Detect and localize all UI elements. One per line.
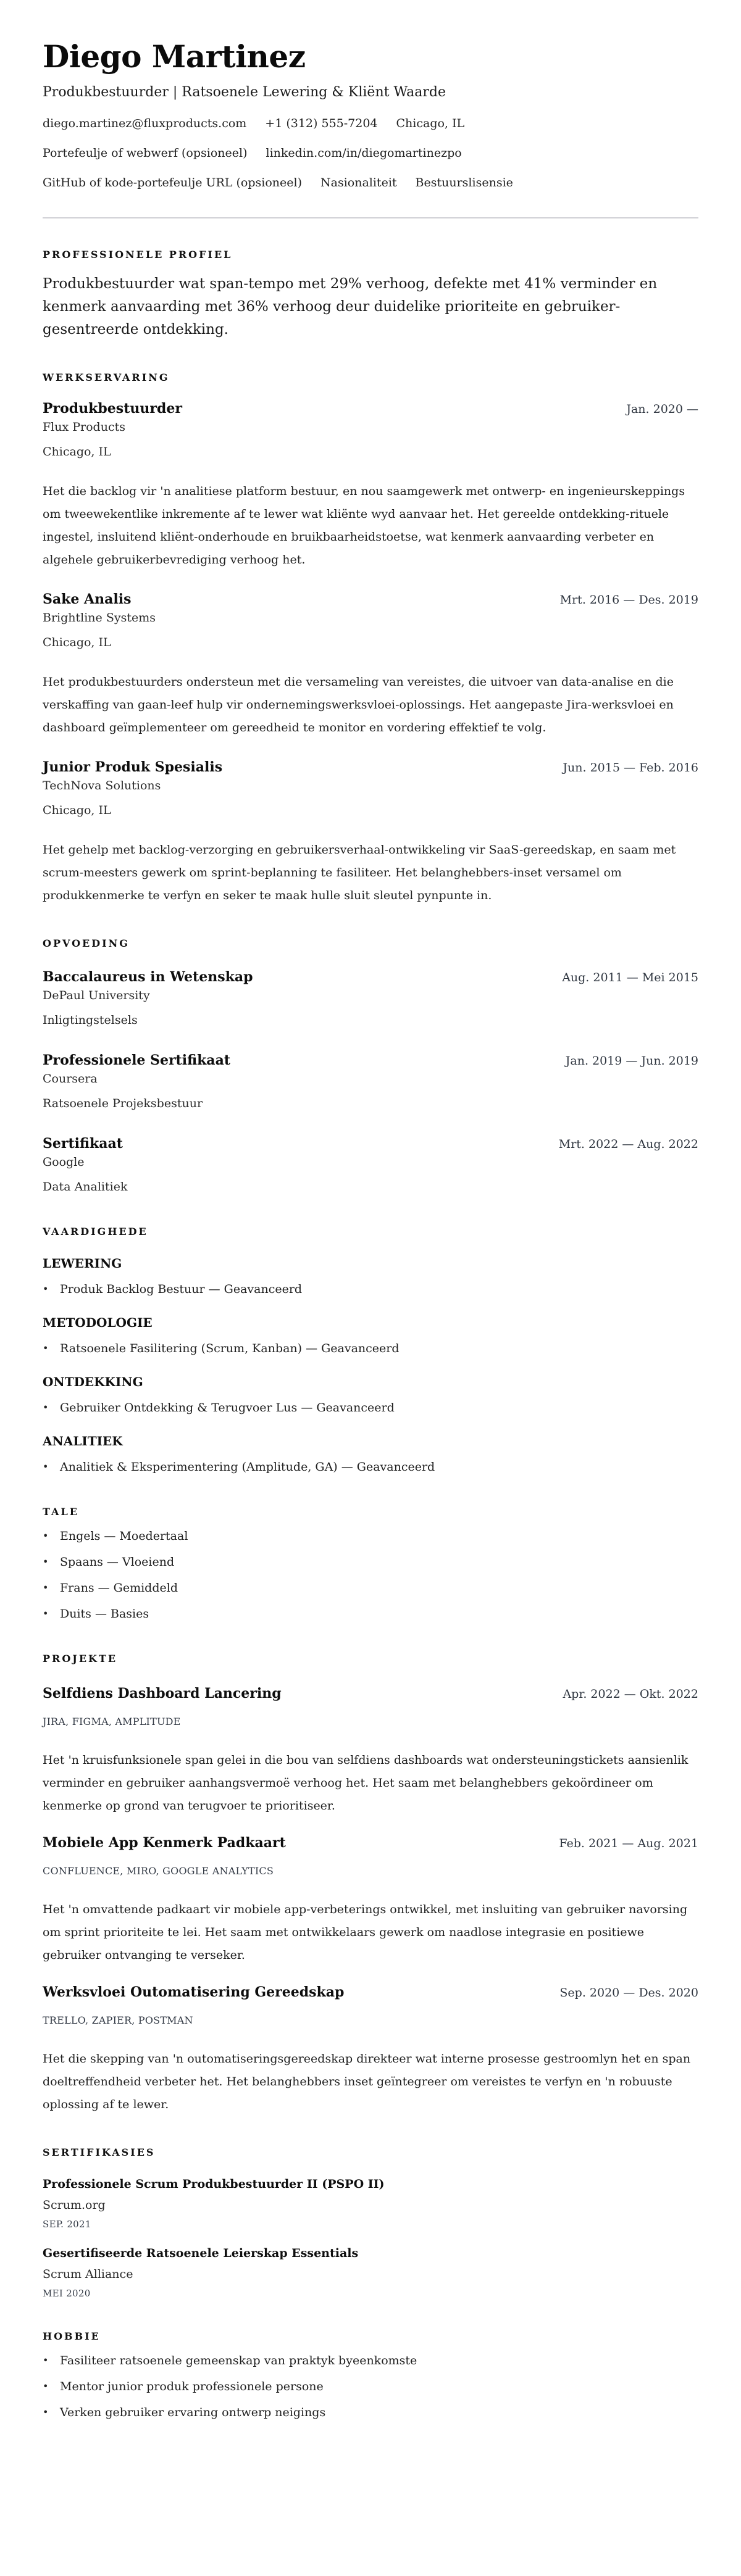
experience-entry [43,758,698,907]
certification-issuer: Scrum.org [43,2198,106,2212]
experience-entry [43,590,698,739]
section-title: WERKSERVARING [43,372,170,383]
certification-name: Gesertifiseerde Ratsoenele Leierskap Essentials [43,2246,359,2260]
entry-header [43,399,698,418]
skill-group-title: LEWERING [43,1256,122,1271]
job-title: Junior Produk Spesialis [43,759,223,775]
skill-group-title: ONTDEKKING [43,1374,143,1389]
skill-group [43,1432,698,1476]
field-of-study: Data Analitiek [43,1180,128,1194]
project-dates: Apr. 2022 — Okt. 2022 [563,1687,698,1701]
certification-entry [43,2245,698,2300]
project-name: Selfdiens Dashboard Lancering [43,1685,282,1701]
skills-section [43,1225,698,1476]
skill-group-title: METODOLOGIE [43,1315,153,1330]
job-company: TechNova Solutions [43,779,161,792]
section-title: SERTIFIKASIES [43,2146,156,2158]
education-entry [43,1051,698,1112]
entry-header [43,1834,698,1853]
project-dates: Feb. 2021 — Aug. 2021 [559,1837,698,1850]
certifications-section [43,2146,698,2300]
section-title: PROJEKTE [43,1653,118,1664]
degree-title: Professionele Sertifikaat [43,1052,230,1068]
language-item: • Frans — Gemiddeld [43,1579,698,1597]
project-entry [43,1983,698,2116]
entry-header [43,758,698,777]
project-description: Het die skepping van 'n outomatiseringsgereedskap direkteer wat interne prosesse gestroomlyn het en span doeltreffendheid verbeter het. Het belanghebbers inset geïntegreer om vereistes te verfyn en 'n robuuste oplossing af te lewer. [43,2052,691,2111]
hobby-item: • Verken gebruiker ervaring ontwerp neigings [43,2404,698,2421]
job-company: Brightline Systems [43,611,156,625]
education-dates: Mrt. 2022 — Aug. 2022 [558,1137,698,1151]
certification-name: Professionele Scrum Produkbestuurder II (PSPO II) [43,2177,385,2191]
project-tech-stack: TRELLO, ZAPIER, POSTMAN [43,2014,193,2026]
language-item: • Engels — Moedertaal [43,1527,698,1545]
job-company: Flux Products [43,420,125,434]
project-name: Werksvloei Outomatisering Gereedskap [43,1984,345,2000]
job-location: Chicago, IL [43,445,111,459]
contact-row [43,115,698,132]
project-dates: Sep. 2020 — Des. 2020 [559,1986,698,2000]
project-description: Het 'n omvattende padkaart vir mobiele app-verbeterings ontwikkel, met insluiting van gebruiker navorsing om sprint prioriteite te lei. Het saam met ontwikkelaars gewerk om naadlose integrasie en positiewe gebruiker ontvanging te verseker. [43,1903,688,1962]
job-location: Chicago, IL [43,804,111,817]
profile-summary: Produkbestuurder wat span-tempo met 29% verhoog, defekte met 41% verminder en kenmerk aanvaarding met 36% verhoog deur duidelike prioriteite en gebruiker-gesentreerde ontdekking. [43,276,658,338]
skill-list [43,1458,698,1476]
job-title: Produkbestuurder [43,401,182,417]
section-title: VAARDIGHEDE [43,1226,148,1237]
entry-header [43,968,698,987]
contact-phone[interactable]: +1 (312) 555-7204 [265,117,378,130]
projects-section [43,1652,698,2116]
job-dates: Jan. 2020 — [626,402,698,416]
certification-date: MEI 2020 [43,2288,91,2299]
skill-list [43,1281,698,1298]
skill-item: • Produk Backlog Bestuur — Geavanceerd [43,1281,698,1298]
skill-group-title: ANALITIEK [43,1434,123,1448]
candidate-headline: Produkbestuurder | Ratsoenele Lewering & Kliënt Waarde [43,85,446,100]
entry-header [43,1983,698,2002]
project-entry [43,1684,698,1818]
field-of-study: Inligtingstelsels [43,1013,138,1027]
section-title: PROFESSIONELE PROFIEL [43,249,233,260]
institution: DePaul University [43,989,150,1002]
experience-section [43,371,698,907]
contact-row [43,174,698,191]
language-item: • Spaans — Vloeiend [43,1553,698,1571]
project-description: Het 'n kruisfunksionele span gelei in die bou van selfdiens dashboards wat ondersteuningstickets aansienlik verminder en gebruiker aanhangsvermoë verhoog het. Het saam met belanghebbers gekoördineer om kenmerke op grond van terugvoer te prioritiseer. [43,1753,689,1813]
experience-entry [43,399,698,571]
profile-section [43,248,698,341]
entry-header [43,1684,698,1703]
language-item: • Duits — Basies [43,1605,698,1622]
skill-item: • Analitiek & Eksperimentering (Amplitude, GA) — Geavanceerd [43,1458,698,1476]
skill-item: • Ratsoenele Fasilitering (Scrum, Kanban) — Geavanceerd [43,1340,698,1357]
education-dates: Jan. 2019 — Jun. 2019 [565,1054,698,1068]
institution: Google [43,1155,85,1169]
contact-portfolio[interactable]: Portefeulje of webwerf (opsioneel) [43,146,248,160]
skill-group [43,1373,698,1416]
field-of-study: Ratsoenele Projeksbestuur [43,1097,203,1110]
contact-github[interactable]: GitHub of kode-portefeulje URL (opsioneel) [43,176,302,189]
entry-header [43,590,698,609]
education-entry [43,1134,698,1195]
job-title: Sake Analis [43,591,132,607]
skill-list [43,1399,698,1416]
job-dates: Mrt. 2016 — Des. 2019 [559,593,698,607]
entry-header [43,1134,698,1153]
degree-title: Baccalaureus in Wetenskap [43,969,253,985]
contact-nationality: Nasionaliteit [320,176,397,189]
education-section [43,937,698,1195]
certification-date: SEP. 2021 [43,2219,91,2230]
contact-location: Chicago, IL [396,117,465,130]
section-title: HOBBIE [43,2330,101,2342]
hobby-list [43,2352,698,2421]
contact-row [43,144,698,162]
job-dates: Jun. 2015 — Feb. 2016 [563,761,698,775]
job-description: Het produkbestuurders ondersteun met die versameling van vereistes, die uitvoer van data-analise en die verskaffing van gaan-leef hulp vir ondernemingswerksvloei-oplossings. Het aangepaste Jira-werksvloei en dashboard geïmplementeer om gereedheid te monitor en vordering effektief te volg. [43,675,674,734]
skill-group [43,1255,698,1298]
entry-header [43,1051,698,1070]
skill-item: • Gebruiker Ontdekking & Terugvoer Lus — Geavanceerd [43,1399,698,1416]
skill-group [43,1314,698,1357]
degree-title: Sertifikaat [43,1136,123,1152]
certification-entry [43,2175,698,2231]
project-name: Mobiele App Kenmerk Padkaart [43,1835,286,1851]
hobby-item: • Fasiliteer ratsoenele gemeenskap van praktyk byeenkomste [43,2352,698,2369]
contact-linkedin[interactable]: linkedin.com/in/diegomartinezpo [266,146,462,160]
hobbies-section [43,2330,698,2421]
job-location: Chicago, IL [43,636,111,649]
language-list [43,1527,698,1622]
project-tech-stack: CONFLUENCE, MIRO, GOOGLE ANALYTICS [43,1865,274,1877]
section-title: OPVOEDING [43,937,130,949]
header-divider [43,217,698,218]
contact-email[interactable]: diego.martinez@fluxproducts.com [43,117,247,130]
hobby-item: • Mentor junior produk professionele persone [43,2378,698,2395]
resume-header [43,37,698,191]
job-description: Het gehelp met backlog-verzorging en gebruikersverhaal-ontwikkeling vir SaaS-gereedskap, en saam met scrum-meesters gewerk om sprint-beplanning te fasiliteer. Het belanghebbers-inset versamel om produkkenmerke te verfyn en seker te maak hulle sluit sleutel pynpunte in. [43,843,676,902]
candidate-name: Diego Martinez [43,38,306,75]
job-description: Het die backlog vir 'n analitiese platform bestuur, en nou saamgewerk met ontwerp- en ingenieurskeppings om tweewekentlike inkremente af te lewer wat kliënte wyd aanvaar het. Het gereelde ontdekking-rituele ingestel, insluitend kliënt-onderhoude en bruikbaarheidstoetse, wat kenmerk aanvaarding verbeter en algehele gebruikerbevrediging verhoog het. [43,484,685,567]
languages-section [43,1505,698,1622]
education-entry [43,968,698,1029]
project-entry [43,1834,698,1967]
education-dates: Aug. 2011 — Mei 2015 [562,971,698,984]
certification-issuer: Scrum Alliance [43,2267,133,2281]
institution: Coursera [43,1072,98,1086]
skill-list [43,1340,698,1357]
contact-drivers-license: Bestuurslisensie [415,176,513,189]
project-tech-stack: JIRA, FIGMA, AMPLITUDE [43,1716,181,1727]
section-title: TALE [43,1506,79,1518]
